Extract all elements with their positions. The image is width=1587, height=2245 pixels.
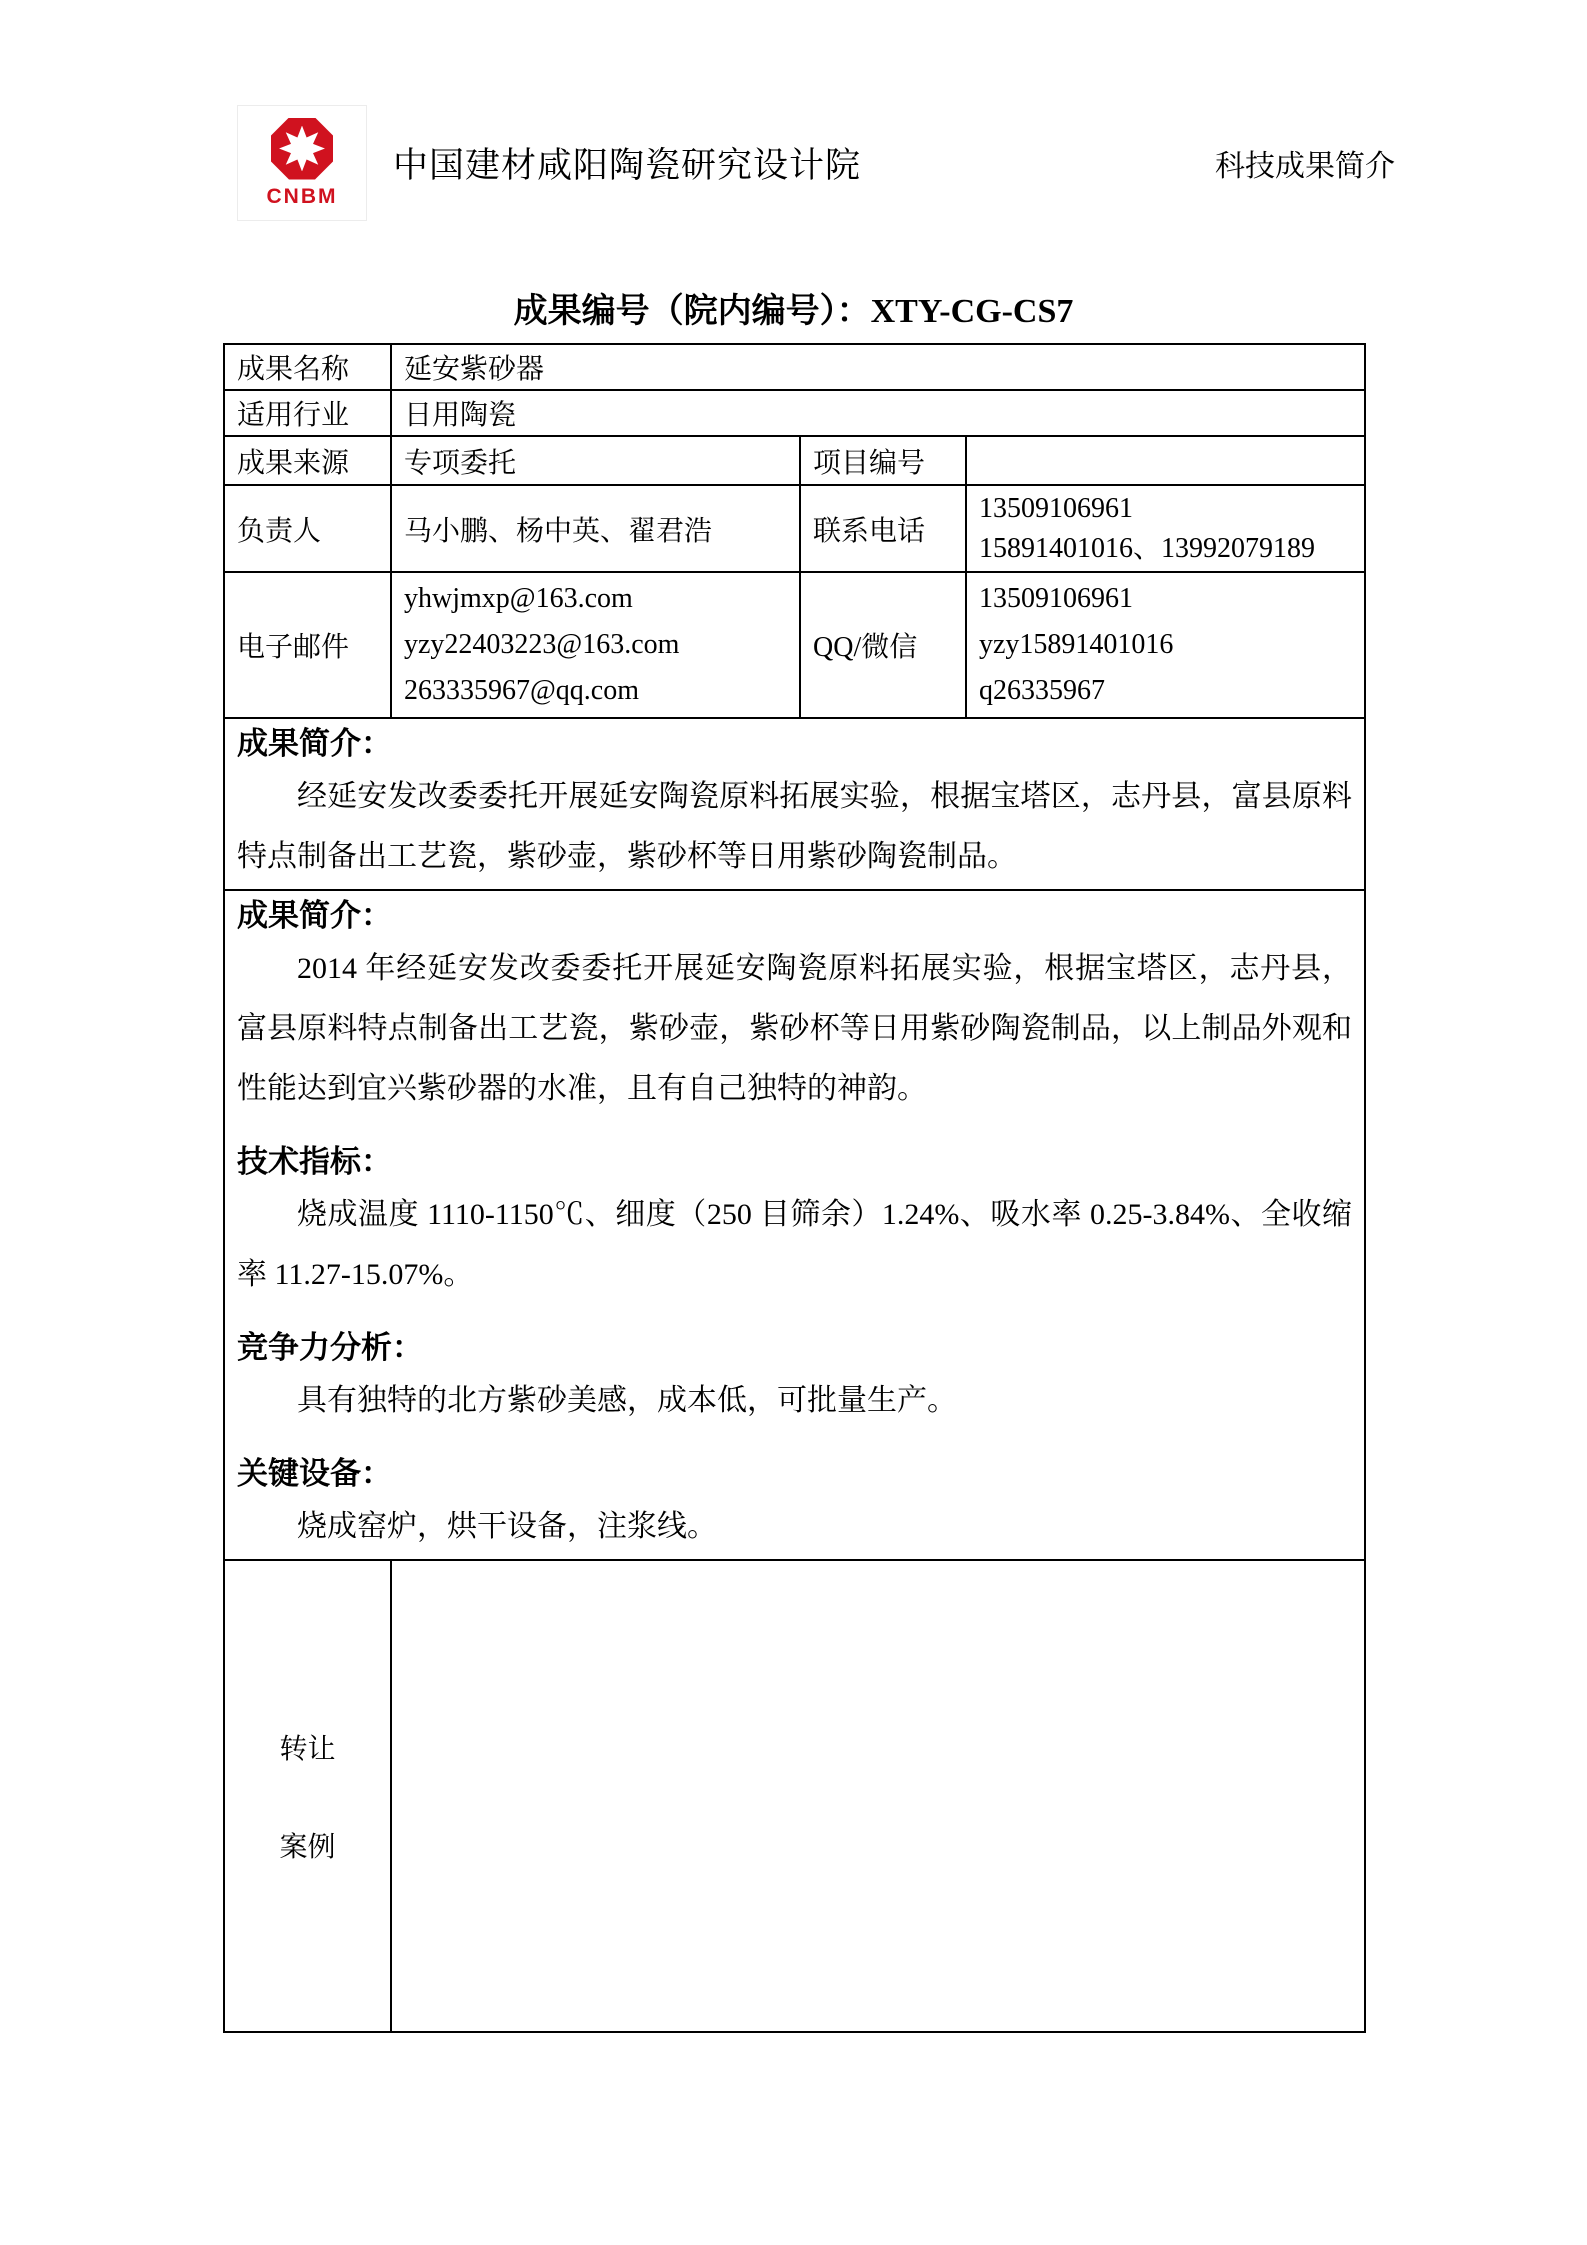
field-label: 成果名称	[224, 344, 391, 390]
phone-values	[966, 485, 1365, 572]
transfer-case-label	[224, 1560, 391, 2032]
section-paragraph: 具有独特的北方紫砂美感，成本低，可批量生产。	[297, 1384, 957, 1417]
email-line: yhwjmxp@163.com	[404, 583, 633, 614]
field-value: 日用陶瓷	[391, 390, 1365, 436]
field-label: 项目编号	[800, 436, 966, 485]
email-line: 263335967@qq.com	[404, 675, 639, 706]
section-heading: 成果简介：	[237, 726, 392, 761]
cnbm-octagon-icon	[271, 118, 333, 180]
org-name: 中国建材咸阳陶瓷研究设计院	[393, 146, 862, 185]
field-label: 适用行业	[224, 390, 391, 436]
phone-line: 13509106961	[979, 492, 1133, 524]
row-industry	[224, 390, 1365, 436]
cnbm-logo	[238, 106, 366, 220]
qq-line: 13509106961	[979, 583, 1133, 614]
field-value: 马小鹏、杨中英、翟君浩	[391, 485, 800, 572]
phone-line: 15891401016、13992079189	[979, 532, 1316, 564]
row-source	[224, 436, 1365, 485]
section-heading: 关键设备：	[237, 1456, 392, 1491]
section-paragraph: 2014 年经延安发改委委托开展延安陶瓷原料拓展实验，根据宝塔区，志丹县，富县原料特点制备出工艺瓷，紫砂壶，紫砂杯等日用紫砂陶瓷制品，以上制品外观和性能达到宜兴紫砂器的水准，且有自己独特的神韵。	[237, 952, 1353, 1105]
qq-line: yzy15891401016	[979, 629, 1174, 660]
email-values	[391, 572, 800, 718]
field-value	[966, 436, 1365, 485]
row-summary-1	[224, 718, 1365, 890]
doc-type-label: 科技成果简介	[1215, 150, 1395, 183]
case-word: 案例	[279, 1832, 336, 1863]
section-heading: 竞争力分析：	[237, 1330, 423, 1365]
transfer-word: 转让	[279, 1734, 336, 1765]
transfer-case-content	[391, 1560, 1365, 2032]
row-transfer-case	[224, 1560, 1365, 2032]
field-label: QQ/微信	[800, 572, 966, 718]
page-title: 成果编号（院内编号）：XTY-CG-CS7	[513, 293, 1074, 330]
qq-line: q26335967	[979, 675, 1105, 706]
qq-wechat-values	[966, 572, 1365, 718]
field-label: 负责人	[224, 485, 391, 572]
cnbm-logo-text: CNBM	[266, 184, 338, 208]
achievement-info-table	[223, 343, 1366, 2033]
details-cell	[224, 890, 1365, 1560]
row-leader	[224, 485, 1365, 572]
row-email	[224, 572, 1365, 718]
page-header	[238, 106, 1395, 220]
row-achievement-name	[224, 344, 1365, 390]
field-label: 联系电话	[800, 485, 966, 572]
section-paragraph: 烧成温度 1110-1150℃、细度（250 目筛余）1.24%、吸水率 0.25-3.84%、全收缩率 11.27-15.07%。	[237, 1198, 1353, 1291]
star-icon	[279, 126, 325, 172]
section-paragraph: 经延安发改委委托开展延安陶瓷原料拓展实验，根据宝塔区，志丹县，富县原料特点制备出工艺瓷，紫砂壶，紫砂杯等日用紫砂陶瓷制品。	[237, 780, 1353, 873]
field-value: 延安紫砂器	[391, 344, 1365, 390]
field-label: 电子邮件	[224, 572, 391, 718]
section-paragraph: 烧成窑炉，烘干设备，注浆线。	[297, 1510, 717, 1543]
section-heading: 成果简介：	[237, 898, 392, 933]
section-heading: 技术指标：	[237, 1144, 392, 1179]
email-line: yzy22403223@163.com	[404, 629, 680, 660]
row-details	[224, 890, 1365, 1560]
summary-1-cell	[224, 718, 1365, 890]
field-label: 成果来源	[224, 436, 391, 485]
field-value: 专项委托	[391, 436, 800, 485]
